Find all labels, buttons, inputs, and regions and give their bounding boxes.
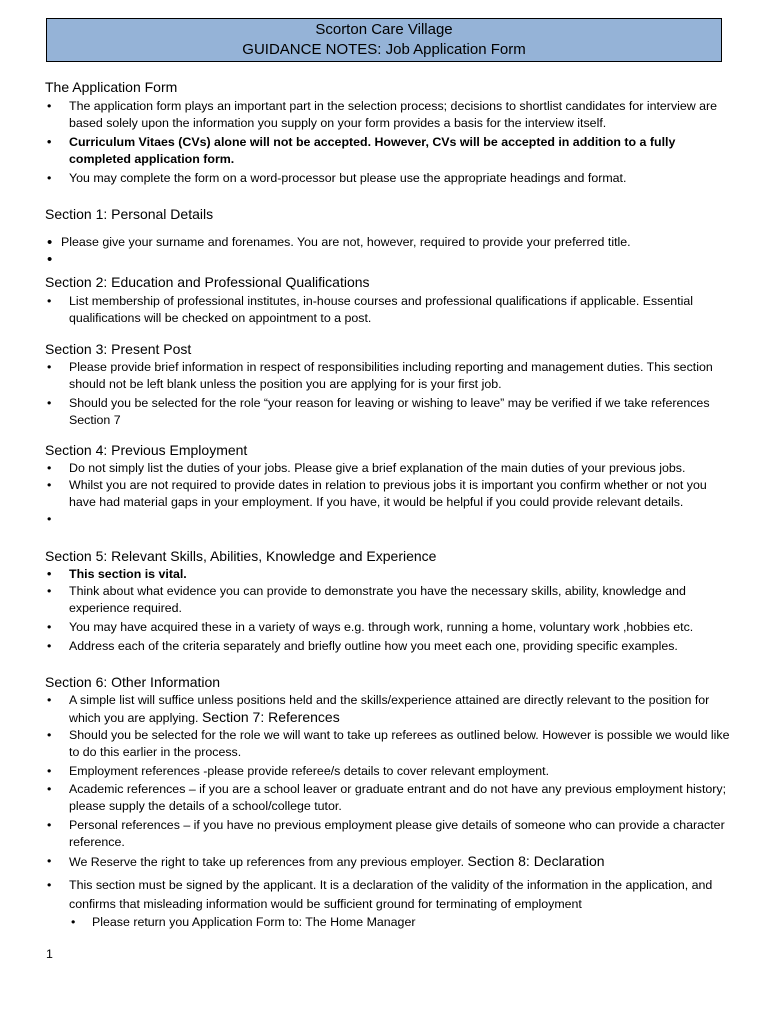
section-6 xyxy=(45,673,730,931)
list-item: • List membership of professional institutes, in-house courses and professional qualifications if applicable. Essential qualifications will be checked on appointment to a post. xyxy=(45,293,730,327)
list-item: • Personal references – if you have no previous employment please give details of someone who can provide a character reference. xyxy=(45,817,730,851)
list-item: • The application form plays an important part in the selection process; decisions to shortlist candidates for interview are based solely upon the information you supply on your form provides a basis for the interview itself. xyxy=(45,98,730,132)
section-4-heading: Section 4: Previous Employment xyxy=(45,442,248,458)
list-item-text: We Reserve the right to take up references from any previous employer. xyxy=(69,855,465,869)
empty-bullet xyxy=(45,511,730,528)
list-item: • You may have acquired these in a variety of ways e.g. through work, running a home, voluntary work ,hobbies etc. xyxy=(45,619,730,636)
section-8-heading: Section 8: Declaration xyxy=(467,853,605,869)
list-item: • Curriculum Vitaes (CVs) alone will not be accepted. However, CVs will be accepted in addition to a fully completed application form. xyxy=(45,134,730,168)
application-form-heading: The Application Form xyxy=(45,79,178,95)
list-item: • This section must be signed by the applicant. It is a declaration of the validity of the information in the application, and confirms that misleading information would be sufficient ground for terminating of employment xyxy=(45,876,730,914)
list-item: • Please give your surname and forenames. You are not, however, required to provide your preferred title. xyxy=(45,234,730,251)
list-item: • You may complete the form on a word-processor but please use the appropriate headings and format. xyxy=(45,170,730,187)
section-5-heading: Section 5: Relevant Skills, Abilities, Knowledge and Experience xyxy=(45,548,437,564)
application-form-section xyxy=(45,78,730,187)
section-2 xyxy=(45,273,730,327)
section-3-heading: Section 3: Present Post xyxy=(45,341,192,357)
section-3 xyxy=(45,340,730,429)
list-item: • Think about what evidence you can provide to demonstrate you have the necessary skills, ability, knowledge and experience required. xyxy=(45,583,730,617)
organisation-name: Scorton Care Village xyxy=(315,21,453,38)
section-6-heading: Section 6: Other Information xyxy=(45,674,221,690)
list-item: • Whilst you are not required to provide dates in relation to previous jobs it is important you confirm whether or not you have had material gaps in your employment. If you have, it would be helpful if you could provide relevant details. xyxy=(45,477,730,511)
list-item: • Should you be selected for the role we will want to take up referees as outlined below. However is possible we would like to do this earlier in the process. xyxy=(45,727,730,761)
document-title: GUIDANCE NOTES: Job Application Form xyxy=(242,41,526,58)
list-item: • Employment references -please provide referee/s details to cover relevant employment. xyxy=(45,763,730,780)
list-item xyxy=(45,853,730,871)
list-item-text: A simple list will suffice unless positions held and the skills/experience attained are directly relevant to the position for which you are applying. xyxy=(69,693,710,725)
section-1-heading: Section 1: Personal Details xyxy=(45,206,214,222)
section-7-heading: Section 7: References xyxy=(201,709,340,725)
title-box xyxy=(46,18,722,62)
list-item: • Do not simply list the duties of your jobs. Please give a brief explanation of the main duties of your previous jobs. xyxy=(45,460,730,477)
section-1 xyxy=(45,205,730,268)
section-5 xyxy=(45,547,730,655)
list-item: • Academic references – if you are a school leaver or graduate entrant and do not have any previous employment history; please supply the details of a school/college tutor. xyxy=(45,781,730,815)
section-4 xyxy=(45,441,730,528)
list-item: • Please return you Application Form to: The Home Manager xyxy=(45,914,730,931)
list-item: • Address each of the criteria separately and briefly outline how you meet each one, providing specific examples. xyxy=(45,638,730,655)
list-item: • Should you be selected for the role “your reason for leaving or wishing to leave” may be verified if we take references Section 7 xyxy=(45,395,730,429)
empty-bullet xyxy=(45,251,730,268)
section-2-heading: Section 2: Education and Professional Qualifications xyxy=(45,274,370,290)
page-number: 1 xyxy=(46,947,53,961)
list-item xyxy=(45,692,730,727)
list-item: • This section is vital. xyxy=(45,566,730,583)
list-item: • Please provide brief information in respect of responsibilities including reporting and management duties. This section should not be left blank unless the position you are applying for is your first job. xyxy=(45,359,730,393)
